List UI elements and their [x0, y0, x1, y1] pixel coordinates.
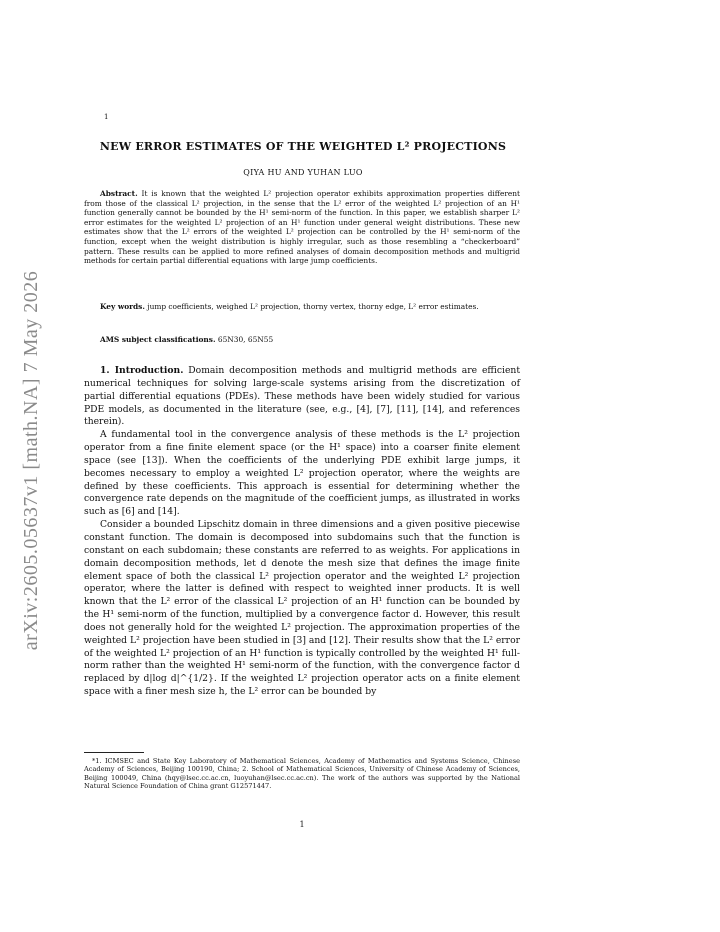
paper-title: NEW ERROR ESTIMATES OF THE WEIGHTED L² PROJECTIONS [99, 140, 507, 153]
body-paragraph [84, 365, 520, 429]
paragraph-text: Domain decomposition methods and multigrid methods are efficient numerical techniques for solving large-scale systems arising from the discretization of partial differential equations (PDEs). These methods have been widely studied for various PDE models, as documented in the literature (see, e.g., [4], [7], [11], [14], and references therein). [84, 365, 521, 428]
keywords [84, 302, 520, 312]
ams-label: AMS subject classifications. [100, 335, 216, 344]
keywords-label: Key words. [100, 302, 145, 311]
abstract-text: It is known that the weighted L² projection operator exhibits approximation properties different from those of the classical L² projection, in the sense that the L² error of the weighted L² projection of an H¹ function generally cannot be bounded by the H¹ semi-norm of the function. In this paper, we establish sharper L² error estimates for the weighted L² projection of an H¹ function under general weight distributions. These new estimates show that the L² errors of the weighted L² projection can be controlled by the H¹ semi-norm of the function, except when the weight distribution is highly irregular, such as those resembling a “checkerboard” pattern. These results can be applied to more refined analyses of domain decomposition methods and multigrid methods for certain partial differential equations with large jump coefficients. [84, 189, 520, 266]
ams-classifications [84, 335, 520, 345]
footnote-divider [84, 752, 144, 753]
abstract [84, 189, 520, 266]
body-paragraph: Consider a bounded Lipschitz domain in three dimensions and a given positive piecewise constant function. The domain is decomposed into subdomains such that the function is constant on each subdomain; these constants are referred to as weights. For applications in domain decomposition methods, let d denote the mesh size that defines the image finite element space of both the classical L² projection operator and the weighted L² projection operator, where the latter is defined with respect to weighted inner products. It is well known that the L² error of the classical L² projection of an H¹ function can be bounded by the H¹ semi-norm of the function, multiplied by a convergence factor d. However, this result does not generally hold for the weighted L² projection. The approximation properties of the weighted L² projection have been studied in [3] and [12]. Their results show that the L² error of the weighted L² projection of an H¹ function is typically controlled by the weighted H¹ full-norm rather than the weighted H¹ semi-norm of the function, with the convergence factor d replaced by d|log d|^{1/2}. If the weighted L² projection operator acts on a finite element space with a finer mesh size h, the L² error can be bounded by [84, 519, 520, 698]
footnote: *1. ICMSEC and State Key Laboratory of Mathematical Sciences, Academy of Mathematics and Systems Science, Chinese Academy of Sciences, Beijing 100190, China; 2. School of Mathematical Sciences, University of Chinese Academy of Sciences, Beijing 100049, China (hqy@lsec.cc.ac.cn, luoyuhan@lsec.cc.ac.cn). The work of the authors was supported by the National Natural Science Foundation of China grant G12571447. [84, 757, 520, 791]
introduction-section [84, 365, 520, 699]
abstract-label: Abstract. [100, 189, 138, 198]
ams-text: 65N30, 65N55 [217, 335, 274, 344]
arxiv-identifier-text: arXiv:2605.05637v1 [math.NA] 7 May 2026 [20, 270, 43, 650]
arxiv-identifier-stamp [12, 250, 52, 670]
page-number-bottom: 1 [299, 820, 305, 829]
section-heading: 1. Introduction. [100, 365, 184, 376]
body-paragraph: A fundamental tool in the convergence analysis of these methods is the L² projection operator from a fine finite element space (or the H¹ space) into a coarser finite element space (see [13]). When the coefficients of the underlying PDE exhibit large jumps, it becomes necessary to employ a weighted L² projection operator, where the weights are defined by these coefficients. This approach is essential for determining whether the convergence rate depends on the magnitude of the coefficient jumps, as illustrated in works such as [6] and [14]. [84, 429, 520, 518]
keywords-text: jump coefficients, weighed L² projection, thorny vertex, thorny edge, L² error estimates. [147, 302, 479, 311]
page-number-top: 1 [104, 113, 109, 121]
paper-authors: QIYA HU AND YUHAN LUO [243, 168, 363, 177]
